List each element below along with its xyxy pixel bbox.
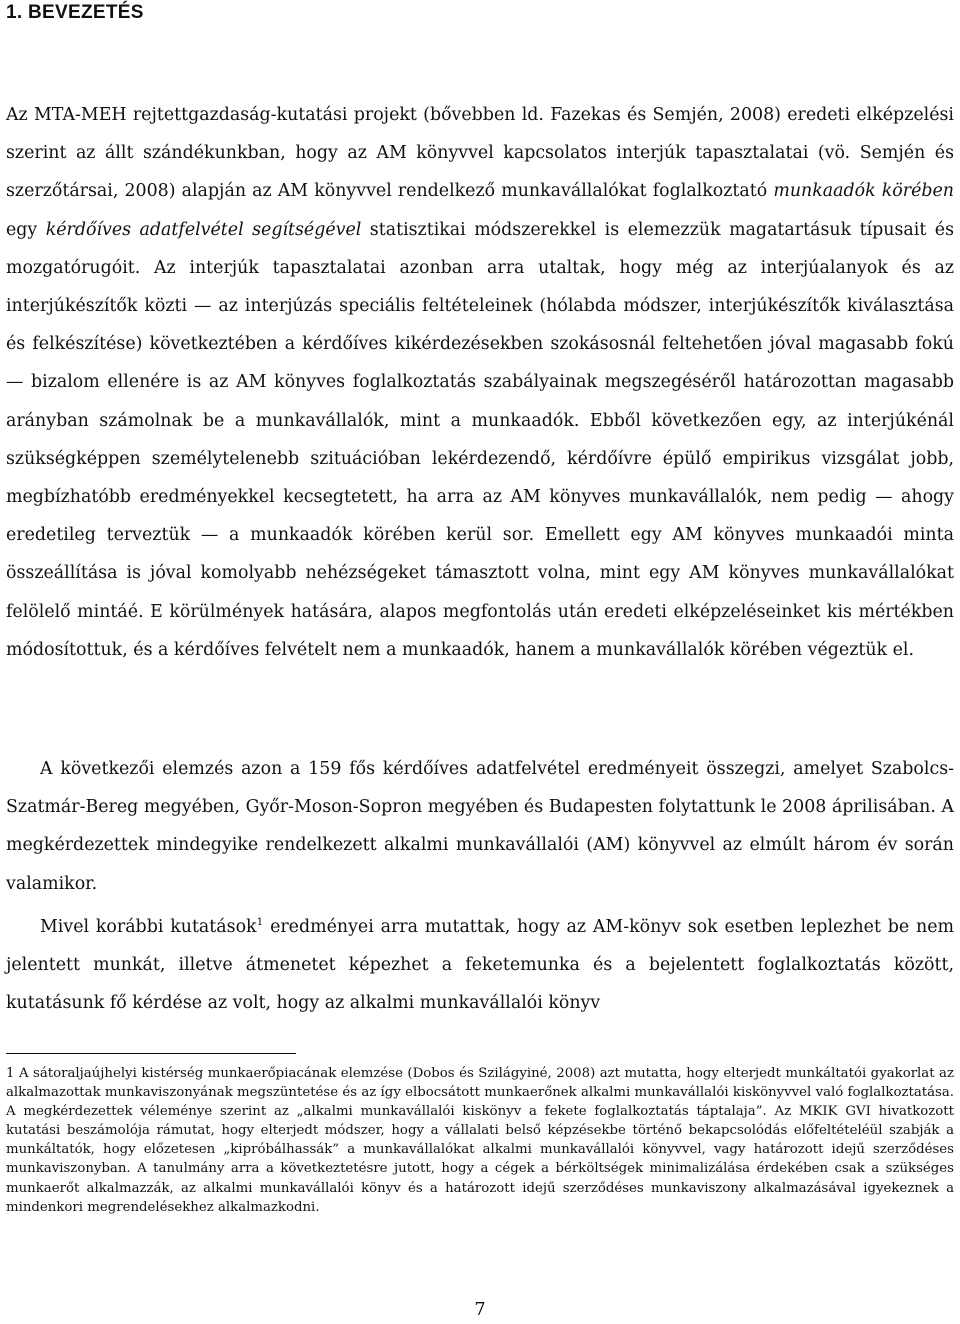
paragraph-1-text-b: egy — [6, 219, 46, 240]
page-number: 7 — [474, 1299, 486, 1320]
section-heading: 1. BEVEZETÉS — [6, 2, 144, 23]
paragraph-1-emphasis-employers: munkaadók körében — [773, 181, 954, 202]
body-paragraph-2: A következői elemzés azon a 159 fős kérdőíves adatfelvétel eredményeit összegzi, amelyet Szabolcs-Szatmár-Bereg megyében, Győr-Moson-Sopron megyében és Budapesten folytattunk le 2008 áprilisában. A megkérdezettek mindegyike rendelkezett alkalmi munkavállalói (AM) könyvvel az elmúlt három év során valamikor. — [6, 759, 954, 894]
paragraph-1-text-a: Az MTA-MEH rejtettgazdaság-kutatási projekt (bővebben ld. Fazekas és Semjén, 2008) eredeti elképzelési szerint az állt szándékunkban, hogy az AM könyvvel kapcsolatos interjúk tapasztalatai (vö. Semjén és szerzőtársai, 2008) alapján az AM könyvvel rendelkező munkavállalókat foglalkoztató — [6, 105, 954, 202]
paragraph-3-text-a: Mivel korábbi kutatások — [40, 917, 257, 937]
paragraph-3-text-b: eredményei arra mutattak, hogy az AM-könyv sok esetben leplezhet be nem jelentett munkát, illetve átmenetet képezhet a feketemunka és a bejelentett foglalkoztatás között, kutatásunk fő kérdése az volt, hogy az alkalmi munkavállalói könyv — [6, 917, 954, 1014]
paragraph-1-text-c: statisztikai módszerekkel is elemezzük magatartásuk típusait és mozgatórugóit. Az interjúk tapasztalatai azonban arra utaltak, hogy még az interjúalanyok és az interjúkészítők közti — az interjúzás speciális feltételeinek (hólabda módszer, interjúkészítők kiválasztása és felkészítése) következtében a kérdőíves kikérdezésekben szokásosnál feltehetően jóval magasabb fokú — bizalom ellenére is az AM könyves foglalkoztatás szabályainak megszegéséről határozottan magasabb arányban számolnak be a munkavállalók, mint a munkaadók. Ebből következően egy, az interjúkénál szükségképpen személytelenebb szituációban lekérdezendő, kérdőívre épülő empirikus vizsgálat jobb, megbízhatóbb eredményekkel kecsegtetett, ha arra az AM könyves munkavállalók, nem pedig — ahogy eredetileg terveztük — a munkaadók körében kerül sor. Emellett egy AM könyves munkaadói minta összeállítása is jóval komolyabb nehézségeket támasztott volna, mint egy AM könyves munkavállalókat felölelő mintáé. E körülmények hatására, alapos megfontolás után eredeti elképzeléseinket kis mértékben módosítottuk, és a kérdőíves felvételt nem a munkaadók, hanem a munkavállalók körében végeztük el. — [6, 219, 954, 660]
footnote-text: A sátoraljaújhelyi kistérség munkaerőpiacának elemzése (Dobos és Szilágyiné, 2008) azt mutatta, hogy elterjedt munkáltatói gyakorlat az alkalmazottak munkaviszonyának megszüntetése és az így elbocsátott munkaerőnek alkalmi munkavállalói kiskönyvvel való foglalkoztatása. A megkérdezettek véleménye szerint az „alkalmi munkavállalói kiskönyv a fekete foglalkoztatás táptalaja”. Az MKIK GVI hivatkozott kutatási beszámolója rámutat, hogy elterjedt módszer, hogy a vállalati belső képzésekbe történő bekapcsolódás előfeltételéül szabják a munkáltatók, hogy előzetesen „kipróbálhassák” a munkavállalókat alkalmi munkavállalói könyvvel, vagy határozott idejű szerződéses munkaviszonyban. A tanulmány arra a következtetésre jutott, hogy a cégek a bérköltségek minimalizálása érdekében csak a szükséges munkaerőt alkalmazzák, az alkalmi munkavállalói könyv és a határozott idejű szerződéses munkaviszony alkalmazásával igyekeznek a mindenkori megrendelésekhez alkalmazkodni. — [6, 1066, 954, 1215]
footnote-marker: 1 — [6, 1066, 15, 1081]
body-paragraph-1 — [6, 96, 954, 669]
footnote-separator — [6, 1053, 296, 1054]
footnote — [6, 1064, 954, 1217]
body-paragraph-3 — [6, 908, 954, 1023]
footnote-reference[interactable]: 1 — [256, 916, 264, 929]
paragraph-1-emphasis-survey: kérdőíves adatfelvétel segítségével — [45, 219, 362, 240]
